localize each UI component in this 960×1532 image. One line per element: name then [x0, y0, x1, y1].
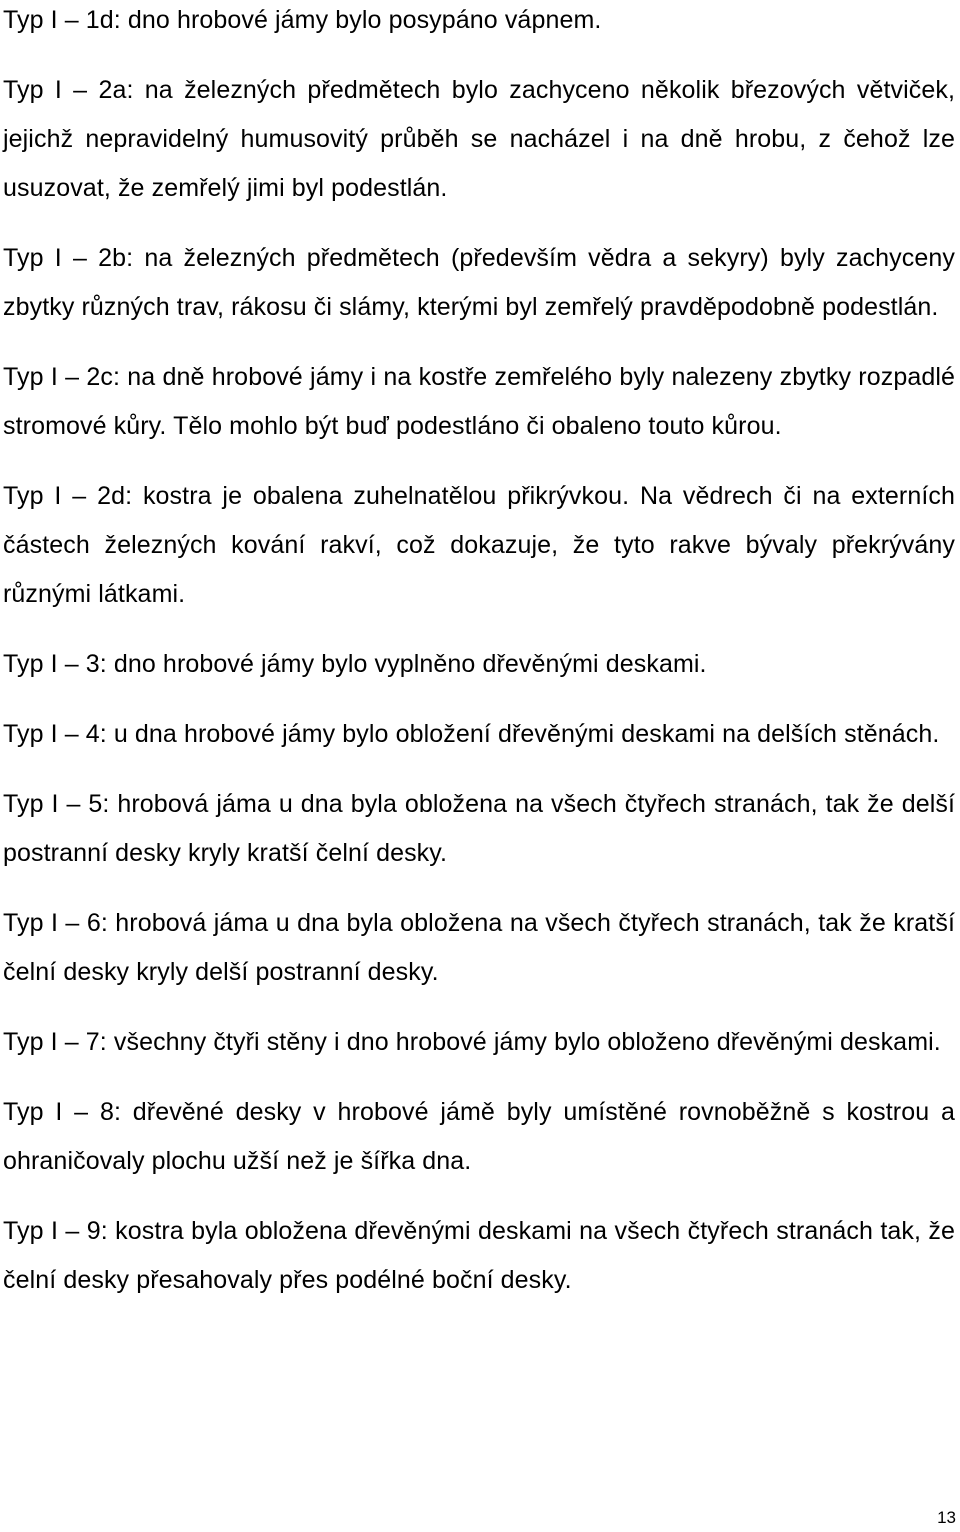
paragraph-typ-1-2c: Typ I – 2c: na dně hrobové jámy i na kostře zemřelého byly nalezeny zbytky rozpadlé stromové kůry. Tělo mohlo být buď podestláno či obaleno touto kůrou.: [3, 363, 955, 440]
paragraph-typ-1-2b: Typ I – 2b: na železných předmětech (především vědra a sekyry) byly zachyceny zbytky různých trav, rákosu či slámy, kterými byl zemřelý pravděpodobně podestlán.: [3, 244, 955, 321]
page-body: [3, 0, 955, 1326]
paragraph-typ-1-5: Typ I – 5: hrobová jáma u dna byla obložena na všech čtyřech stranách, tak že delší postranní desky kryly kratší čelní desky.: [3, 790, 955, 867]
paragraph-typ-1-6: Typ I – 6: hrobová jáma u dna byla obložena na všech čtyřech stranách, tak že kratší čelní desky kryly delší postranní desky.: [3, 909, 955, 986]
page-number: 13: [937, 1508, 956, 1527]
paragraph-typ-1-2d: Typ I – 2d: kostra je obalena zuhelnatělou přikrývkou. Na vědrech či na externích částech železných kování rakví, což dokazuje, že tyto rakve bývaly překrývány různými látkami.: [3, 482, 955, 608]
paragraph-typ-1-9: Typ I – 9: kostra byla obložena dřevěnými deskami na všech čtyřech stranách tak, že čelní desky přesahovaly přes podélné boční desky.: [3, 1217, 955, 1294]
paragraph-typ-1-4: Typ I – 4: u dna hrobové jámy bylo obložení dřevěnými deskami na delších stěnách.: [3, 720, 940, 748]
paragraph-typ-1-7: Typ I – 7: všechny čtyři stěny i dno hrobové jámy bylo obloženo dřevěnými deskami.: [3, 1028, 941, 1056]
paragraph-typ-1-8: Typ I – 8: dřevěné desky v hrobové jámě byly umístěné rovnoběžně s kostrou a ohraničovaly plochu užší než je šířka dna.: [3, 1098, 955, 1175]
paragraph-typ-1-3: Typ I – 3: dno hrobové jámy bylo vyplněno dřevěnými deskami.: [3, 650, 707, 678]
paragraph-typ-1-1d: Typ I – 1d: dno hrobové jámy bylo posypáno vápnem.: [3, 6, 602, 34]
paragraph-typ-1-2a: Typ I – 2a: na železných předmětech bylo zachyceno několik březových větviček, jejichž nepravidelný humusovitý průběh se nacházel i na dně hrobu, z čehož lze usuzovat, že zemřelý jimi byl podestlán.: [3, 76, 955, 202]
